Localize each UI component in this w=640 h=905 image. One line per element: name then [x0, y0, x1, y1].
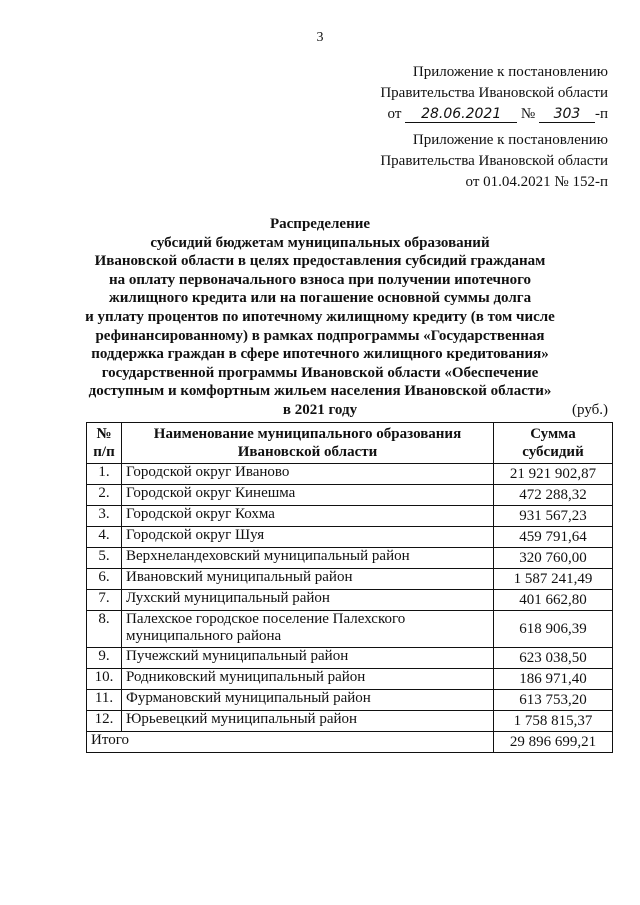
row-amount: 186 971,40 — [494, 669, 613, 690]
total-amount: 29 896 699,21 — [494, 732, 613, 753]
header-name: Наименование муниципального образования Ивановской области — [122, 423, 494, 464]
row-amount: 618 906,39 — [494, 611, 613, 648]
row-name: Городской округ Шуя — [122, 527, 494, 548]
table-row — [87, 690, 613, 711]
row-name: Юрьевецкий муниципальный район — [122, 711, 494, 732]
row-name: Городской округ Кинешма — [122, 485, 494, 506]
title-line: доступным и комфортным жильем населения Ивановской области» — [88, 383, 552, 400]
table-row — [87, 611, 613, 648]
row-amount: 459 791,64 — [494, 527, 613, 548]
title-line: поддержка граждан в сфере ипотечного жилищного кредитования» — [91, 346, 549, 363]
row-name: Верхнеландеховский муниципальный район — [122, 548, 494, 569]
document-title — [80, 215, 560, 420]
row-num: 8. — [87, 611, 122, 648]
title-line: рефинансированному) в рамках подпрограммы «Государственная — [95, 327, 545, 344]
row-amount: 472 288,32 — [494, 485, 613, 506]
currency-unit: (руб.) — [572, 402, 608, 418]
row-num: 2. — [87, 485, 122, 506]
table-row — [87, 711, 613, 732]
row-name: Пучежский муниципальный район — [122, 648, 494, 669]
table-row — [87, 464, 613, 485]
table-row — [87, 669, 613, 690]
total-label: Итого — [87, 732, 494, 753]
appendix-new-line3 — [380, 104, 608, 125]
row-num: 12. — [87, 711, 122, 732]
table-row — [87, 569, 613, 590]
row-num: 6. — [87, 569, 122, 590]
title-line: жилищного кредита или на погашение основной суммы долга — [108, 290, 532, 307]
row-name: Городской округ Иваново — [122, 464, 494, 485]
row-amount: 613 753,20 — [494, 690, 613, 711]
from-label: от — [387, 106, 402, 122]
table-header-row — [87, 423, 613, 464]
header-num: № п/п — [87, 423, 122, 464]
row-num: 9. — [87, 648, 122, 669]
title-line: Распределение — [269, 216, 371, 232]
row-num: 10. — [87, 669, 122, 690]
appendix-new — [380, 62, 608, 125]
number-label: № — [520, 106, 536, 122]
page-number: 3 — [316, 30, 324, 45]
title-line: на оплату первоначального взноса при получении ипотечного — [108, 271, 532, 288]
row-amount: 1 758 815,37 — [494, 711, 613, 732]
row-amount: 320 760,00 — [494, 548, 613, 569]
title-line: в 2021 году — [282, 401, 358, 418]
total-row — [87, 732, 613, 753]
header-amount: Сумма субсидий — [494, 423, 613, 464]
row-amount: 623 038,50 — [494, 648, 613, 669]
table-row — [87, 527, 613, 548]
row-num: 7. — [87, 590, 122, 611]
table-row — [87, 590, 613, 611]
row-name: Городской округ Кохма — [122, 506, 494, 527]
title-line: Ивановской области в целях предоставления субсидий гражданам — [94, 253, 546, 270]
number-suffix: -п — [594, 106, 608, 122]
table-row — [87, 548, 613, 569]
table-row — [87, 485, 613, 506]
row-amount: 1 587 241,49 — [494, 569, 613, 590]
row-amount: 21 921 902,87 — [494, 464, 613, 485]
appendix-old-line1: Приложение к постановлению — [412, 132, 608, 148]
title-line: и уплату процентов по ипотечному жилищному кредиту (в том числе — [85, 308, 555, 325]
row-name: Лухский муниципальный район — [122, 590, 494, 611]
row-num: 5. — [87, 548, 122, 569]
row-name: Палехское городское поселение Палехского муниципального района — [122, 611, 494, 648]
table-row — [87, 506, 613, 527]
title-line: субсидий бюджетам муниципальных образований — [150, 234, 490, 251]
title-line: государственной программы Ивановской области «Обеспечение — [101, 364, 539, 381]
appendix-new-line2: Правительства Ивановской области — [380, 85, 608, 101]
row-name: Ивановский муниципальный район — [122, 569, 494, 590]
appendix-old-line2: Правительства Ивановской области — [380, 153, 608, 169]
row-amount: 401 662,80 — [494, 590, 613, 611]
handwritten-date: 28.06.2021 — [405, 107, 517, 123]
handwritten-number: 303 — [539, 107, 595, 123]
table-row — [87, 648, 613, 669]
row-num: 3. — [87, 506, 122, 527]
appendix-old — [380, 130, 608, 193]
row-num: 11. — [87, 690, 122, 711]
row-amount: 931 567,23 — [494, 506, 613, 527]
row-num: 4. — [87, 527, 122, 548]
appendix-new-line1: Приложение к постановлению — [412, 64, 608, 80]
subsidy-table — [86, 422, 613, 753]
row-name: Фурмановский муниципальный район — [122, 690, 494, 711]
row-name: Родниковский муниципальный район — [122, 669, 494, 690]
appendix-old-line3: от 01.04.2021 № 152-п — [465, 174, 608, 190]
row-num: 1. — [87, 464, 122, 485]
